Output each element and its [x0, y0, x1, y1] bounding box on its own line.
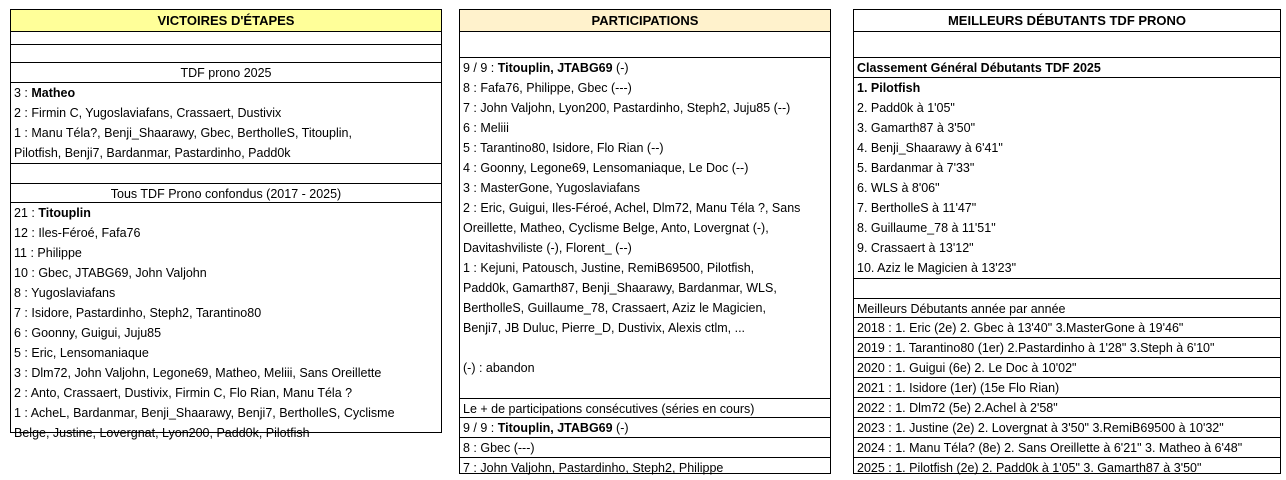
list-row: [460, 138, 830, 158]
list-row: [460, 318, 830, 338]
row-count: 9 / 9 :: [463, 421, 498, 435]
list-row: [460, 218, 830, 238]
list-row: [460, 438, 830, 458]
row-count: 3 :: [14, 366, 32, 380]
year-row: 2025 : 1. Pilotfish (2e) 2. Padd0k à 1'05" 3. Gamarth87 à 3'50": [857, 461, 1202, 475]
list-row: [11, 383, 441, 403]
list-row: [11, 423, 441, 443]
row-names: Eric, Guigui, Iles-Féroé, Achel, Dlm72, Manu Téla ?, Sans: [480, 201, 801, 215]
year-row: 2024 : 1. Manu Téla? (8e) 2. Sans Oreillette à 6'21" 3. Matheo à 6'48": [854, 438, 1280, 458]
spacer-row: [11, 163, 441, 183]
list-row: [460, 458, 830, 478]
row-count: 6 :: [14, 326, 32, 340]
participations-title: PARTICIPATIONS: [460, 10, 830, 32]
row-count: 11 :: [14, 246, 38, 260]
row-names: Tarantino80, Isidore, Flo Rian (--): [480, 141, 664, 155]
list-row: [460, 78, 830, 98]
list-row: [460, 198, 830, 218]
row-count: 4 :: [463, 161, 481, 175]
row-names: Goonny, Guigui, Juju85: [31, 326, 162, 340]
list-row: [11, 203, 441, 223]
row-names: John Valjohn, Lyon200, Pastardinho, Steph2, Juju85 (--): [480, 101, 791, 115]
row-count: 7 :: [14, 306, 32, 320]
row-suffix: (-): [612, 61, 629, 75]
debutants-panel: [853, 9, 1281, 474]
row-names: BertholleS, Guillaume_78, Crassaert, Aziz le Magicien,: [463, 301, 766, 315]
year-row: 2019 : 1. Tarantino80 (1er) 2.Pastardinho à 1'28" 3.Steph à 6'10": [854, 338, 1280, 358]
ranking-row: 5. Bardanmar à 7'33": [857, 161, 975, 175]
ranking-row: 6. WLS à 8'06": [857, 181, 940, 195]
list-row: [11, 83, 441, 103]
list-row: [11, 103, 441, 123]
spacer-row: [460, 338, 830, 358]
participations-list: [460, 58, 830, 338]
ranking-row: 9. Crassaert à 13'12": [857, 241, 974, 255]
row-names: Goonny, Legone69, Lensomaniaque, Le Doc (--): [480, 161, 749, 175]
debutants-section2-title: Meilleurs Débutants année par année: [854, 298, 1280, 318]
debutants-section1-title: Classement Général Débutants TDF 2025: [854, 58, 1280, 78]
series-list: [460, 418, 830, 478]
year-row: 2022 : 1. Dlm72 (5e) 2.Achel à 2'58": [854, 398, 1280, 418]
row-count: 8 :: [14, 286, 32, 300]
spacer-row: [854, 278, 1280, 298]
row-names: Gbec, JTABG69, John Valjohn: [38, 266, 207, 280]
year-row: 2018 : 1. Eric (2e) 2. Gbec à 13'40" 3.MasterGone à 19'46": [854, 318, 1280, 338]
row-count: 7 :: [463, 101, 481, 115]
spacer-row: [854, 32, 1280, 58]
row-suffix: (-): [612, 421, 629, 435]
row-names: Eric, Lensomaniaque: [31, 346, 149, 360]
row-names: Philippe: [37, 246, 82, 260]
row-count: 10 :: [14, 266, 39, 280]
list-row: [11, 343, 441, 363]
list-row: [460, 118, 830, 138]
row-names: Titouplin, JTABG69: [497, 61, 613, 75]
row-names: Belge, Justine, Lovergnat, Lyon200, Padd0k, Pilotfish: [14, 426, 310, 440]
row-count: 8 :: [463, 441, 481, 455]
list-row: [11, 243, 441, 263]
participations-legend: (-) : abandon: [463, 361, 535, 375]
year-row: 2020 : 1. Guigui (6e) 2. Le Doc à 10'02": [854, 358, 1280, 378]
row-names: John Valjohn, Pastardinho, Steph2, Philippe: [480, 461, 724, 475]
row-names: AcheL, Bardanmar, Benji_Shaarawy, Benji7, BertholleS, Cyclisme: [30, 406, 395, 420]
victoires-title: VICTOIRES D'ÉTAPES: [11, 10, 441, 32]
year-row: 2021 : 1. Isidore (1er) (15e Flo Rian): [854, 378, 1280, 398]
spacer-row: [11, 45, 441, 63]
spacer-row: [460, 32, 830, 58]
list-row: [460, 298, 830, 318]
row-names: Kejuni, Patousch, Justine, RemiB69500, Pilotfish,: [480, 261, 755, 275]
row-count: 7 :: [463, 461, 481, 475]
row-count: 3 :: [14, 86, 32, 100]
row-names: Pilotfish, Benji7, Bardanmar, Pastardinho, Padd0k: [14, 146, 291, 160]
row-names: Davitashviliste (-), Florent_ (--): [463, 241, 632, 255]
list-row: [11, 283, 441, 303]
victoires-section2-title: Tous TDF Prono confondus (2017 - 2025): [11, 183, 441, 203]
row-names: Matheo: [31, 86, 76, 100]
row-count: 5 :: [463, 141, 481, 155]
row-names: Padd0k, Gamarth87, Benji_Shaarawy, Bardanmar, WLS,: [463, 281, 777, 295]
list-row: [460, 258, 830, 278]
row-names: Yugoslaviafans: [31, 286, 116, 300]
row-names: Iles-Féroé, Fafa76: [38, 226, 141, 240]
row-names: Titouplin: [38, 206, 91, 220]
list-row: [11, 263, 441, 283]
row-count: 21 :: [14, 206, 39, 220]
row-names: Isidore, Pastardinho, Steph2, Tarantino80: [31, 306, 262, 320]
debutants-years: [854, 318, 1280, 478]
list-row: [11, 143, 441, 163]
row-count: 5 :: [14, 346, 32, 360]
row-names: MasterGone, Yugoslaviafans: [480, 181, 640, 195]
ranking-row: 10. Aziz le Magicien à 13'23": [857, 261, 1017, 275]
debutants-title: MEILLEURS DÉBUTANTS TDF PRONO: [854, 10, 1280, 32]
row-count: 6 :: [463, 121, 481, 135]
row-count: 2 :: [14, 386, 31, 400]
row-names: Firmin C, Yugoslaviafans, Crassaert, Dustivix: [31, 106, 282, 120]
list-row: [460, 98, 830, 118]
row-count: 2 :: [14, 106, 32, 120]
series-title: Le + de participations consécutives (séries en cours): [460, 398, 830, 418]
row-count: 8 :: [463, 81, 481, 95]
list-row: [11, 303, 441, 323]
row-names: Gbec (---): [480, 441, 535, 455]
victoires-section1-list: [11, 83, 441, 163]
list-row: [460, 178, 830, 198]
list-row: [460, 58, 830, 78]
ranking-row: 8. Guillaume_78 à 11'51": [857, 221, 996, 235]
ranking-row: 1. Pilotfish: [857, 81, 921, 95]
list-row: [460, 158, 830, 178]
row-names: Dlm72, John Valjohn, Legone69, Matheo, Meliii, Sans Oreillette: [31, 366, 382, 380]
ranking-row: 7. BertholleS à 11'47": [857, 201, 977, 215]
ranking-row: 4. Benji_Shaarawy à 6'41": [857, 141, 1003, 155]
row-count: 12 :: [14, 226, 39, 240]
row-count: 9 / 9 :: [463, 61, 498, 75]
row-names: Titouplin, JTABG69: [497, 421, 613, 435]
row-count: 1 :: [14, 126, 32, 140]
row-names: Oreillette, Matheo, Cyclisme Belge, Anto, Lovergnat (-),: [463, 221, 769, 235]
ranking-row: 3. Gamarth87 à 3'50": [857, 121, 976, 135]
victoires-panel: [10, 9, 442, 440]
row-names: Fafa76, Philippe, Gbec (---): [480, 81, 632, 95]
row-names: Anto, Crassaert, Dustivix, Firmin C, Flo Rian, Manu Téla ?: [30, 386, 353, 400]
year-row: 2023 : 1. Justine (2e) 2. Lovergnat à 3'50" 3.RemiB69500 à 10'32": [854, 418, 1280, 438]
list-row: [460, 278, 830, 298]
list-row: [460, 418, 830, 438]
list-row: [11, 403, 441, 423]
debutants-ranking: [854, 78, 1280, 278]
spacer-row: [11, 32, 441, 45]
ranking-row: 2. Padd0k à 1'05": [857, 101, 955, 115]
row-count: 1 :: [14, 406, 31, 420]
spacer-row: [460, 378, 830, 398]
row-names: Manu Téla?, Benji_Shaarawy, Gbec, BertholleS, Titouplin,: [31, 126, 352, 140]
list-row: [11, 123, 441, 143]
list-row: [11, 323, 441, 343]
list-row: [460, 238, 830, 258]
victoires-section2-list: [11, 203, 441, 443]
list-row: [11, 223, 441, 243]
victoires-section1-title: TDF prono 2025: [11, 63, 441, 83]
row-names: Benji7, JB Duluc, Pierre_D, Dustivix, Alexis ctlm, ...: [463, 321, 746, 335]
row-count: 3 :: [463, 181, 481, 195]
row-count: 1 :: [463, 261, 481, 275]
row-names: Meliii: [480, 121, 509, 135]
list-row: [11, 363, 441, 383]
participations-panel: [459, 9, 831, 474]
row-count: 2 :: [463, 201, 481, 215]
